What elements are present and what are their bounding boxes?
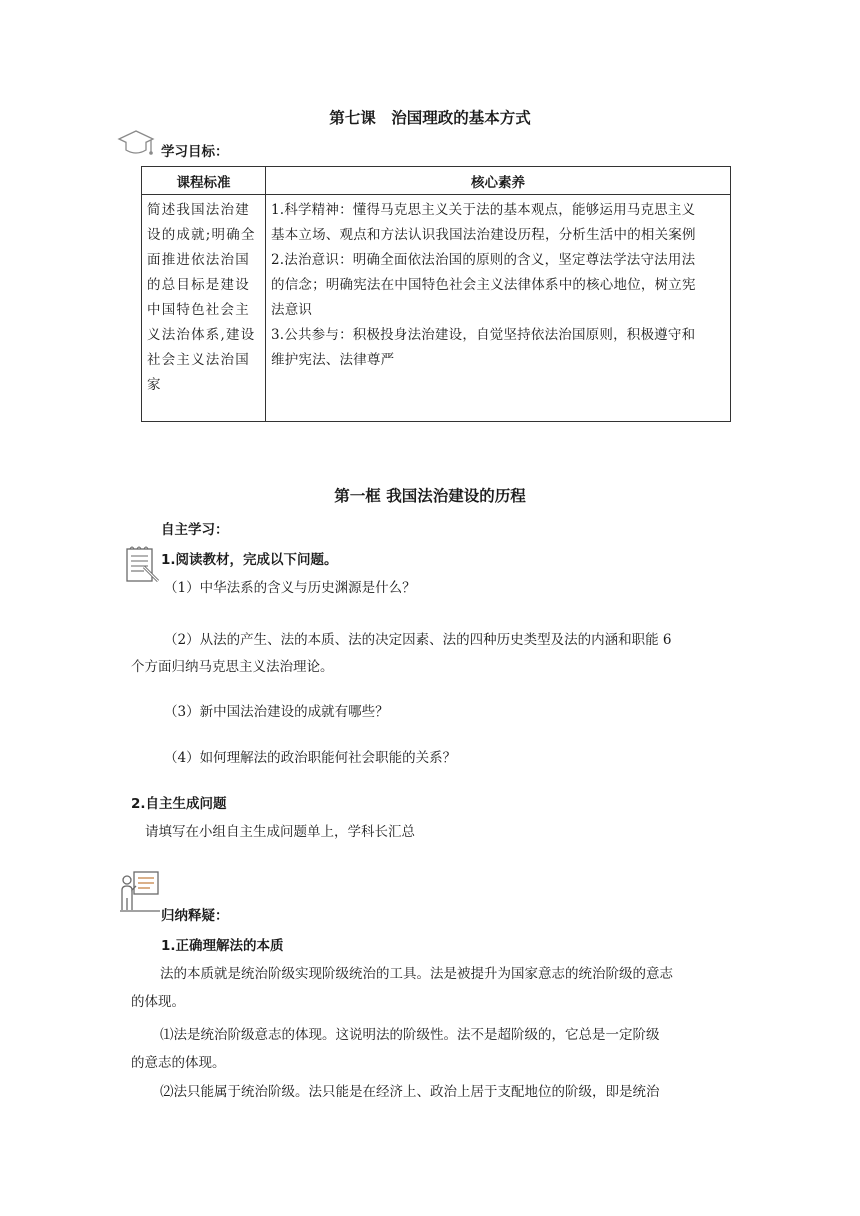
notepad-pen-icon <box>124 545 162 585</box>
summary-p1-line-2: 的体现。 <box>131 994 185 1010</box>
core-line: 基本立场、观点和方法认识我国法治建设历程，分析生活中的相关案例 <box>271 227 696 243</box>
question-2-line-2: 个方面归纳马克思主义法治理论。 <box>131 659 334 675</box>
presenter-board-icon <box>118 868 162 914</box>
section-title: 第一框 我国法治建设的历程 <box>334 487 526 505</box>
summary-p2-line-1: ⑴法是统治阶级意志的体现。这说明法的阶级性。法不是超阶级的，它总是一定阶级 <box>160 1027 660 1043</box>
summary-heading: 1.正确理解法的本质 <box>161 938 284 954</box>
graduation-cap-icon <box>116 128 156 162</box>
lesson-title: 第七课 治国理政的基本方式 <box>329 109 531 127</box>
core-line: 的信念；明确宪法在中国特色社会主义法律体系中的核心地位，树立宪 <box>271 277 696 293</box>
core-line: 维护宪法、法律尊严 <box>271 352 395 368</box>
question-4: （4）如何理解法的政治职能何社会职能的关系？ <box>164 750 457 766</box>
header-course-standard: 课程标准 <box>142 167 266 195</box>
core-line: 2.法治意识：明确全面依法治国的原则的含义，坚定尊法学法守法用法 <box>271 252 696 268</box>
summary-label: 归纳释疑： <box>161 908 229 924</box>
learning-goals-label: 学习目标： <box>161 144 229 160</box>
summary-p1-line-1: 法的本质就是统治阶级实现阶级统治的工具。法是被提升为国家意志的统治阶级的意志 <box>160 966 673 982</box>
self-study-label: 自主学习： <box>161 522 229 538</box>
core-line: 3.公共参与：积极投身法治建设，自觉坚持依法治国原则，积极遵守和 <box>271 327 696 343</box>
summary-p3-line-1: ⑵法只能属于统治阶级。法只能是在经济上、政治上居于支配地位的阶级，即是统治 <box>160 1084 660 1100</box>
core-literacy-cell <box>266 195 731 422</box>
learning-goals-table <box>141 166 731 422</box>
header-core-literacy: 核心素养 <box>266 167 731 195</box>
question-2-line-1: （2）从法的产生、法的本质、法的决定因素、法的四种历史类型及法的内涵和职能 6 <box>164 632 672 648</box>
task2-heading: 2.自主生成问题 <box>131 796 227 812</box>
task1-heading: 1.阅读教材，完成以下问题。 <box>161 552 338 568</box>
core-line: 法意识 <box>271 302 313 318</box>
course-standard-cell <box>142 195 266 422</box>
course-standard-text: 简述我国法治建设的成就;明确全面推进依法治国的总目标是建设中国特色社会主义法治体系,建设社会主义法治国家 <box>147 202 256 393</box>
summary-p2-line-2: 的意志的体现。 <box>131 1055 226 1071</box>
question-3: （3）新中国法治建设的成就有哪些？ <box>164 704 389 720</box>
task2-text: 请填写在小组自主生成问题单上，学科长汇总 <box>145 824 415 840</box>
question-1: （1）中华法系的含义与历史渊源是什么？ <box>164 580 416 596</box>
core-line: 1.科学精神：懂得马克思主义关于法的基本观点，能够运用马克思主义 <box>271 202 696 218</box>
